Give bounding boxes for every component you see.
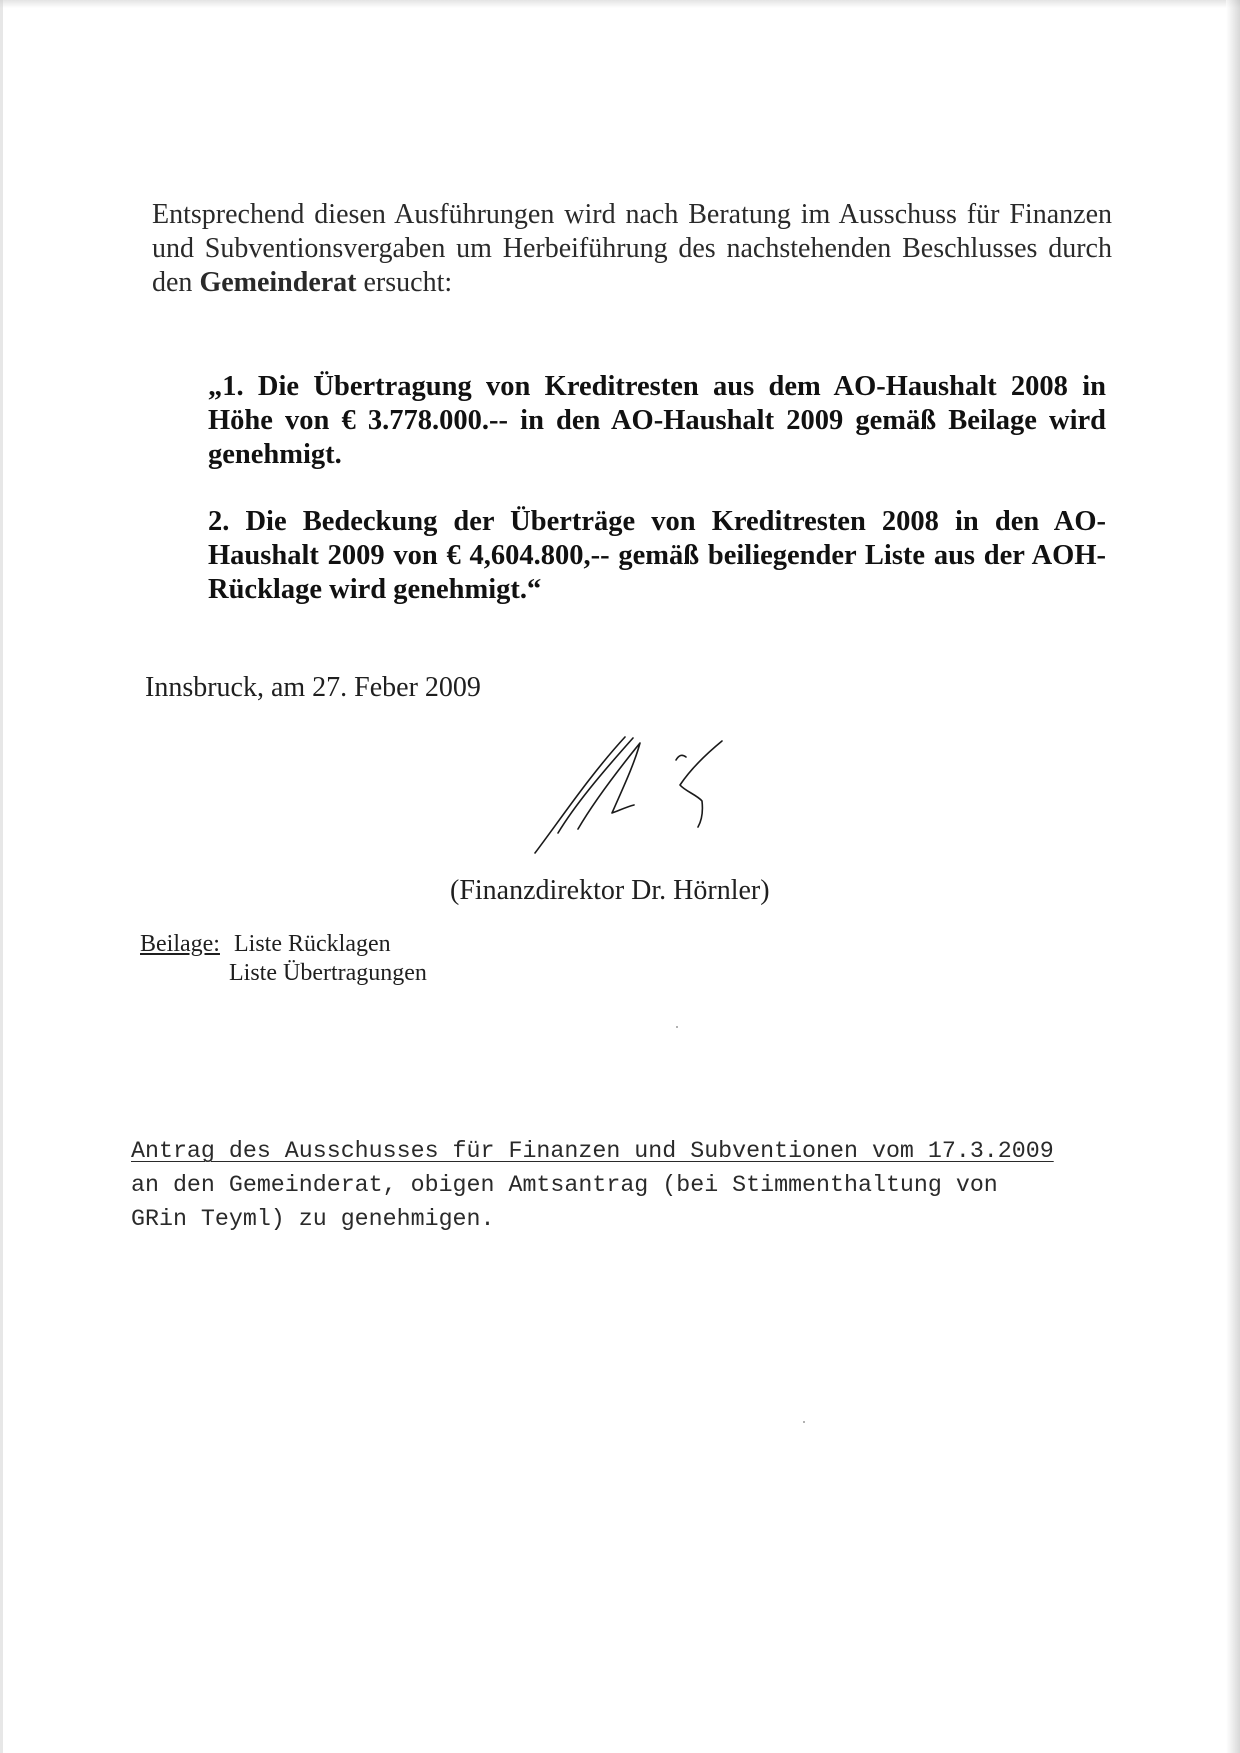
committee-line: an den Gemeinderat, obigen Amtsantrag (bei Stimmenthaltung von: [131, 1172, 998, 1198]
handwritten-signature: [530, 735, 740, 860]
attachment-item: Liste Rücklagen: [234, 931, 391, 957]
scan-speck: [803, 1421, 805, 1423]
committee-heading: Antrag des Ausschusses für Finanzen und Subventionen vom 17.3.2009: [131, 1138, 1054, 1164]
signer-name: (Finanzdirektor Dr. Hörnler): [450, 875, 770, 906]
scan-edge-left: [0, 0, 3, 1753]
scan-edge-top: [0, 0, 1240, 8]
resolution-item-2-text: 2. Die Bedeckung der Überträge von Kreditresten 2008 in den AO-Haushalt 2009 von € 4,604.800,-- gemäß beiliegender Liste aus der AOH-Rücklage wird genehmigt.“: [208, 506, 1106, 605]
resolution-item-1-text: „1. Die Übertragung von Kreditresten aus dem AO-Haushalt 2008 in Höhe von € 3.778.000.-- in den AO-Haushalt 2009 gemäß Beilage wird genehmigt.: [208, 371, 1106, 470]
intro-bold-term: Gemeinderat: [199, 267, 357, 298]
attachments-label: Beilage:: [140, 931, 220, 957]
intro-text-before: Entsprechend diesen Ausführungen wird nach Beratung im Ausschuss für Finanzen und Subventionsvergaben um Herbeiführung des nachstehenden Beschlusses durch den: [152, 199, 1112, 298]
resolution-item-1: [192, 370, 1106, 472]
attachment-item: Liste Übertragungen: [229, 960, 427, 986]
intro-paragraph: [152, 198, 1112, 300]
scan-speck: [676, 1026, 678, 1028]
place-date: Innsbruck, am 27. Feber 2009: [145, 672, 481, 703]
scan-edge-right: [1226, 0, 1240, 1753]
committee-line: GRin Teyml) zu genehmigen.: [131, 1206, 495, 1232]
attachments: [140, 930, 427, 988]
resolution-item-2: [192, 505, 1106, 607]
resolution-block: [192, 370, 1106, 640]
intro-text-after: ersucht:: [356, 267, 453, 298]
committee-motion: [131, 1134, 1126, 1236]
